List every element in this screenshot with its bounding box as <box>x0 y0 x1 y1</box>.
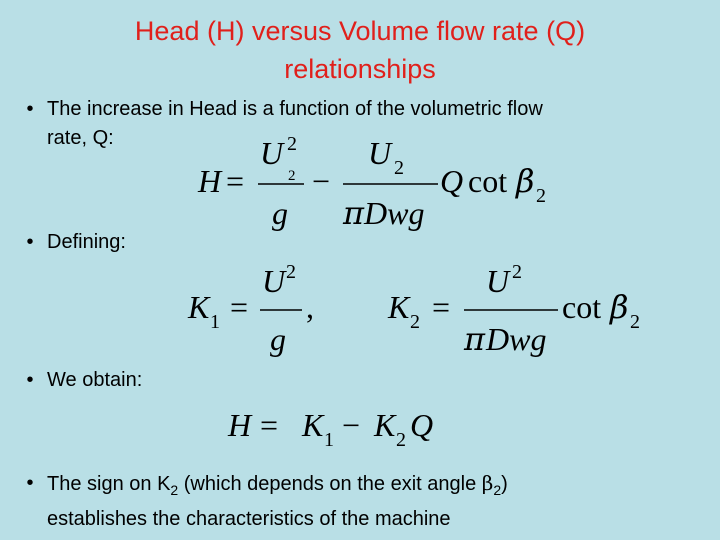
bullet-text: We obtain: <box>47 369 143 391</box>
k-subscript: 2 <box>170 482 179 498</box>
svg-text:=: = <box>260 407 279 443</box>
bullet-dot: • <box>26 369 34 391</box>
bullet-text-part-3: ) <box>501 473 508 495</box>
svg-text:=: = <box>432 289 451 325</box>
svg-text:cot: cot <box>468 163 508 199</box>
svg-text:U: U <box>262 263 286 299</box>
bullet-text-part-2: (which depends on the exit angle <box>178 473 482 495</box>
svg-text:cot: cot <box>562 289 602 325</box>
svg-text:U: U <box>368 135 392 171</box>
bullet-text-line-1 <box>47 469 700 505</box>
svg-text:Q: Q <box>440 163 464 199</box>
title-line-1: Head (H) versus Volume flow rate (Q) <box>134 16 586 46</box>
svg-text:g: g <box>272 195 288 231</box>
svg-text:π: π <box>343 194 365 232</box>
svg-text:β: β <box>610 288 629 326</box>
svg-text:−: − <box>312 163 331 199</box>
k1-definition <box>186 258 336 358</box>
head-equation-graphic <box>190 128 570 234</box>
bullet-defining <box>20 228 700 257</box>
bullet-text-part-1: The sign on K <box>47 473 171 495</box>
svg-text:2: 2 <box>630 311 640 333</box>
bullet-dot: • <box>26 231 34 253</box>
svg-text:g: g <box>270 321 286 357</box>
svg-text:U: U <box>486 263 510 299</box>
svg-text:2: 2 <box>410 311 420 333</box>
svg-text:Q: Q <box>410 407 434 443</box>
svg-text:Dwg: Dwg <box>486 321 547 357</box>
svg-text:2: 2 <box>512 261 522 283</box>
svg-text:−: − <box>342 407 361 443</box>
svg-text:1: 1 <box>324 429 334 451</box>
svg-text:=: = <box>230 289 249 325</box>
svg-text:1: 1 <box>210 311 220 333</box>
svg-text:H: H <box>198 163 222 199</box>
svg-text:K: K <box>388 289 410 325</box>
svg-text:=: = <box>226 163 245 199</box>
svg-text:2: 2 <box>394 157 404 179</box>
svg-text:K: K <box>374 407 396 443</box>
k2-definition-graphic <box>386 258 656 358</box>
svg-text:K: K <box>302 407 324 443</box>
bullet-text-line-2: establishes the characteristics of the machine <box>47 508 451 530</box>
bullet-dot: • <box>26 98 34 120</box>
bullet-text: Defining: <box>47 231 126 253</box>
svg-text:K: K <box>188 289 210 325</box>
svg-text:Dwg: Dwg <box>364 195 425 231</box>
bullet-dot: • <box>26 472 34 494</box>
result-equation-graphic <box>226 400 476 456</box>
beta-subscript: 2 <box>493 482 502 498</box>
svg-text:β: β <box>516 162 535 200</box>
svg-text:H: H <box>228 407 252 443</box>
bullet-sign-k2 <box>20 469 700 534</box>
svg-text:U: U <box>260 135 284 171</box>
svg-text:2: 2 <box>286 261 296 283</box>
result-equation <box>226 400 476 456</box>
beta-symbol: β <box>481 471 494 495</box>
bullet-we-obtain <box>20 366 700 395</box>
head-equation <box>190 128 570 234</box>
svg-text:2: 2 <box>536 185 546 207</box>
bullet-text-line-2: rate, Q: <box>47 127 114 149</box>
svg-text:2: 2 <box>396 429 406 451</box>
k2-definition <box>386 258 656 358</box>
k1-definition-graphic <box>186 258 336 358</box>
title-line-2: relationships <box>284 54 436 84</box>
svg-text:2: 2 <box>288 168 296 184</box>
bullet-text-line-1: The increase in Head is a function of the volumetric flow <box>47 98 543 120</box>
slide-title <box>0 12 720 88</box>
svg-text:2: 2 <box>287 133 297 155</box>
svg-text:,: , <box>306 289 314 325</box>
svg-text:π: π <box>464 320 486 358</box>
